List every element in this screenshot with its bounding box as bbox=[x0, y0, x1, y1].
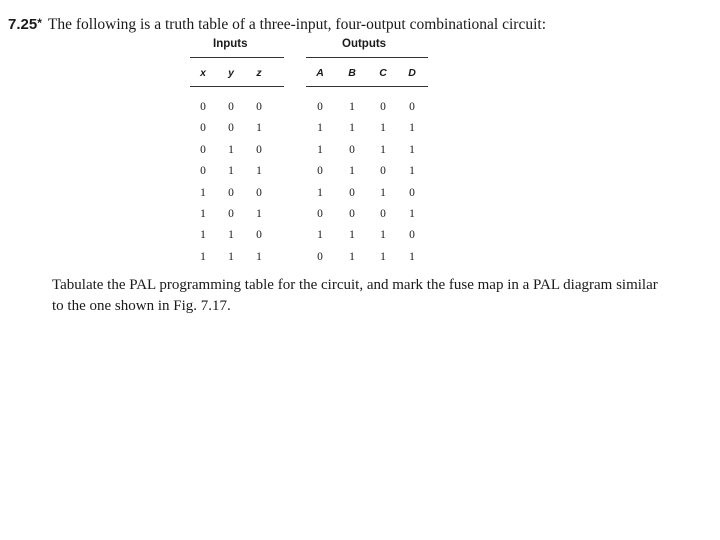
table-cell-input: 0 bbox=[200, 143, 206, 156]
table-cell-output: 1 bbox=[380, 186, 386, 199]
table-cell-input: 0 bbox=[228, 186, 234, 199]
table-cell-output: 0 bbox=[349, 208, 355, 220]
table-cell-input: 0 bbox=[228, 101, 234, 113]
column-header-z: z bbox=[256, 67, 262, 79]
table-cell-output: 1 bbox=[380, 229, 386, 242]
table-cell-input: 0 bbox=[256, 101, 262, 113]
table-cell-input: 1 bbox=[228, 143, 234, 156]
table-cell-output: 0 bbox=[349, 143, 355, 156]
problem-heading bbox=[8, 13, 546, 35]
table-cell-output: 0 bbox=[409, 229, 415, 242]
problem-instruction: Tabulate the PAL programming table for the circuit, and mark the fuse map in a PAL diagram similar to the one shown in Fig. 7.17. bbox=[52, 277, 658, 314]
table-cell-input: 1 bbox=[200, 250, 206, 263]
table-cell-output: 1 bbox=[409, 165, 415, 178]
table-cell-output: 1 bbox=[349, 250, 355, 263]
table-cell-output: 0 bbox=[409, 101, 415, 113]
problem-star: * bbox=[37, 16, 42, 30]
inputs-group-label: Inputs bbox=[213, 38, 248, 50]
table-cell-output: 1 bbox=[409, 208, 415, 220]
inputs-header-rule bbox=[190, 86, 284, 87]
table-cell-output: 1 bbox=[317, 122, 323, 135]
table-cell-input: 1 bbox=[228, 250, 234, 263]
table-cell-input: 1 bbox=[228, 229, 234, 242]
problem-number: 7.25 bbox=[8, 16, 38, 33]
table-cell-output: 0 bbox=[317, 250, 323, 263]
table-cell-output: 0 bbox=[380, 208, 386, 220]
outputs-header-rule bbox=[306, 86, 428, 87]
table-cell-input: 0 bbox=[256, 186, 262, 199]
table-cell-input: 0 bbox=[200, 122, 206, 135]
table-cell-output: 0 bbox=[317, 165, 323, 178]
table-cell-output: 0 bbox=[317, 208, 323, 220]
table-cell-output: 1 bbox=[349, 101, 355, 113]
table-cell-input: 1 bbox=[256, 208, 262, 220]
table-cell-input: 1 bbox=[200, 186, 206, 199]
table-cell-output: 1 bbox=[380, 122, 386, 135]
table-cell-output: 1 bbox=[317, 186, 323, 199]
column-header-d: D bbox=[408, 67, 416, 79]
table-cell-input: 0 bbox=[200, 165, 206, 178]
table-cell-output: 1 bbox=[317, 229, 323, 242]
table-cell-input: 1 bbox=[228, 165, 234, 178]
table-cell-input: 1 bbox=[200, 208, 206, 220]
column-header-y: y bbox=[228, 67, 234, 79]
table-cell-output: 0 bbox=[380, 101, 386, 113]
outputs-group-label: Outputs bbox=[342, 38, 387, 50]
table-cell-output: 0 bbox=[349, 186, 355, 199]
table-cell-output: 0 bbox=[409, 186, 415, 199]
inputs-top-rule bbox=[190, 57, 284, 58]
table-cell-output: 0 bbox=[317, 101, 323, 113]
table-cell-input: 0 bbox=[200, 101, 206, 113]
table-cell-output: 1 bbox=[349, 122, 355, 135]
table-cell-input: 1 bbox=[256, 250, 262, 263]
table-cell-output: 1 bbox=[317, 143, 323, 156]
table-cell-output: 1 bbox=[349, 165, 355, 178]
table-cell-output: 1 bbox=[409, 250, 415, 263]
problem-statement: The following is a truth table of a three-input, four-output combinational circuit: bbox=[47, 16, 547, 33]
column-header-a: A bbox=[316, 67, 324, 79]
column-header-c: C bbox=[379, 67, 387, 79]
table-cell-input: 0 bbox=[256, 143, 262, 156]
table-cell-input: 0 bbox=[256, 229, 262, 242]
table-cell-output: 1 bbox=[409, 122, 415, 135]
table-cell-input: 1 bbox=[200, 229, 206, 242]
table-cell-input: 0 bbox=[228, 208, 234, 220]
table-cell-input: 0 bbox=[228, 122, 234, 135]
table-cell-input: 1 bbox=[256, 122, 262, 135]
table-cell-output: 0 bbox=[380, 165, 386, 178]
outputs-top-rule bbox=[306, 57, 428, 58]
table-cell-output: 1 bbox=[380, 250, 386, 263]
table-cell-output: 1 bbox=[409, 143, 415, 156]
table-cell-output: 1 bbox=[380, 143, 386, 156]
table-cell-input: 1 bbox=[256, 165, 262, 178]
column-header-x: x bbox=[200, 67, 206, 79]
table-cell-output: 1 bbox=[349, 229, 355, 242]
column-header-b: B bbox=[348, 67, 356, 79]
